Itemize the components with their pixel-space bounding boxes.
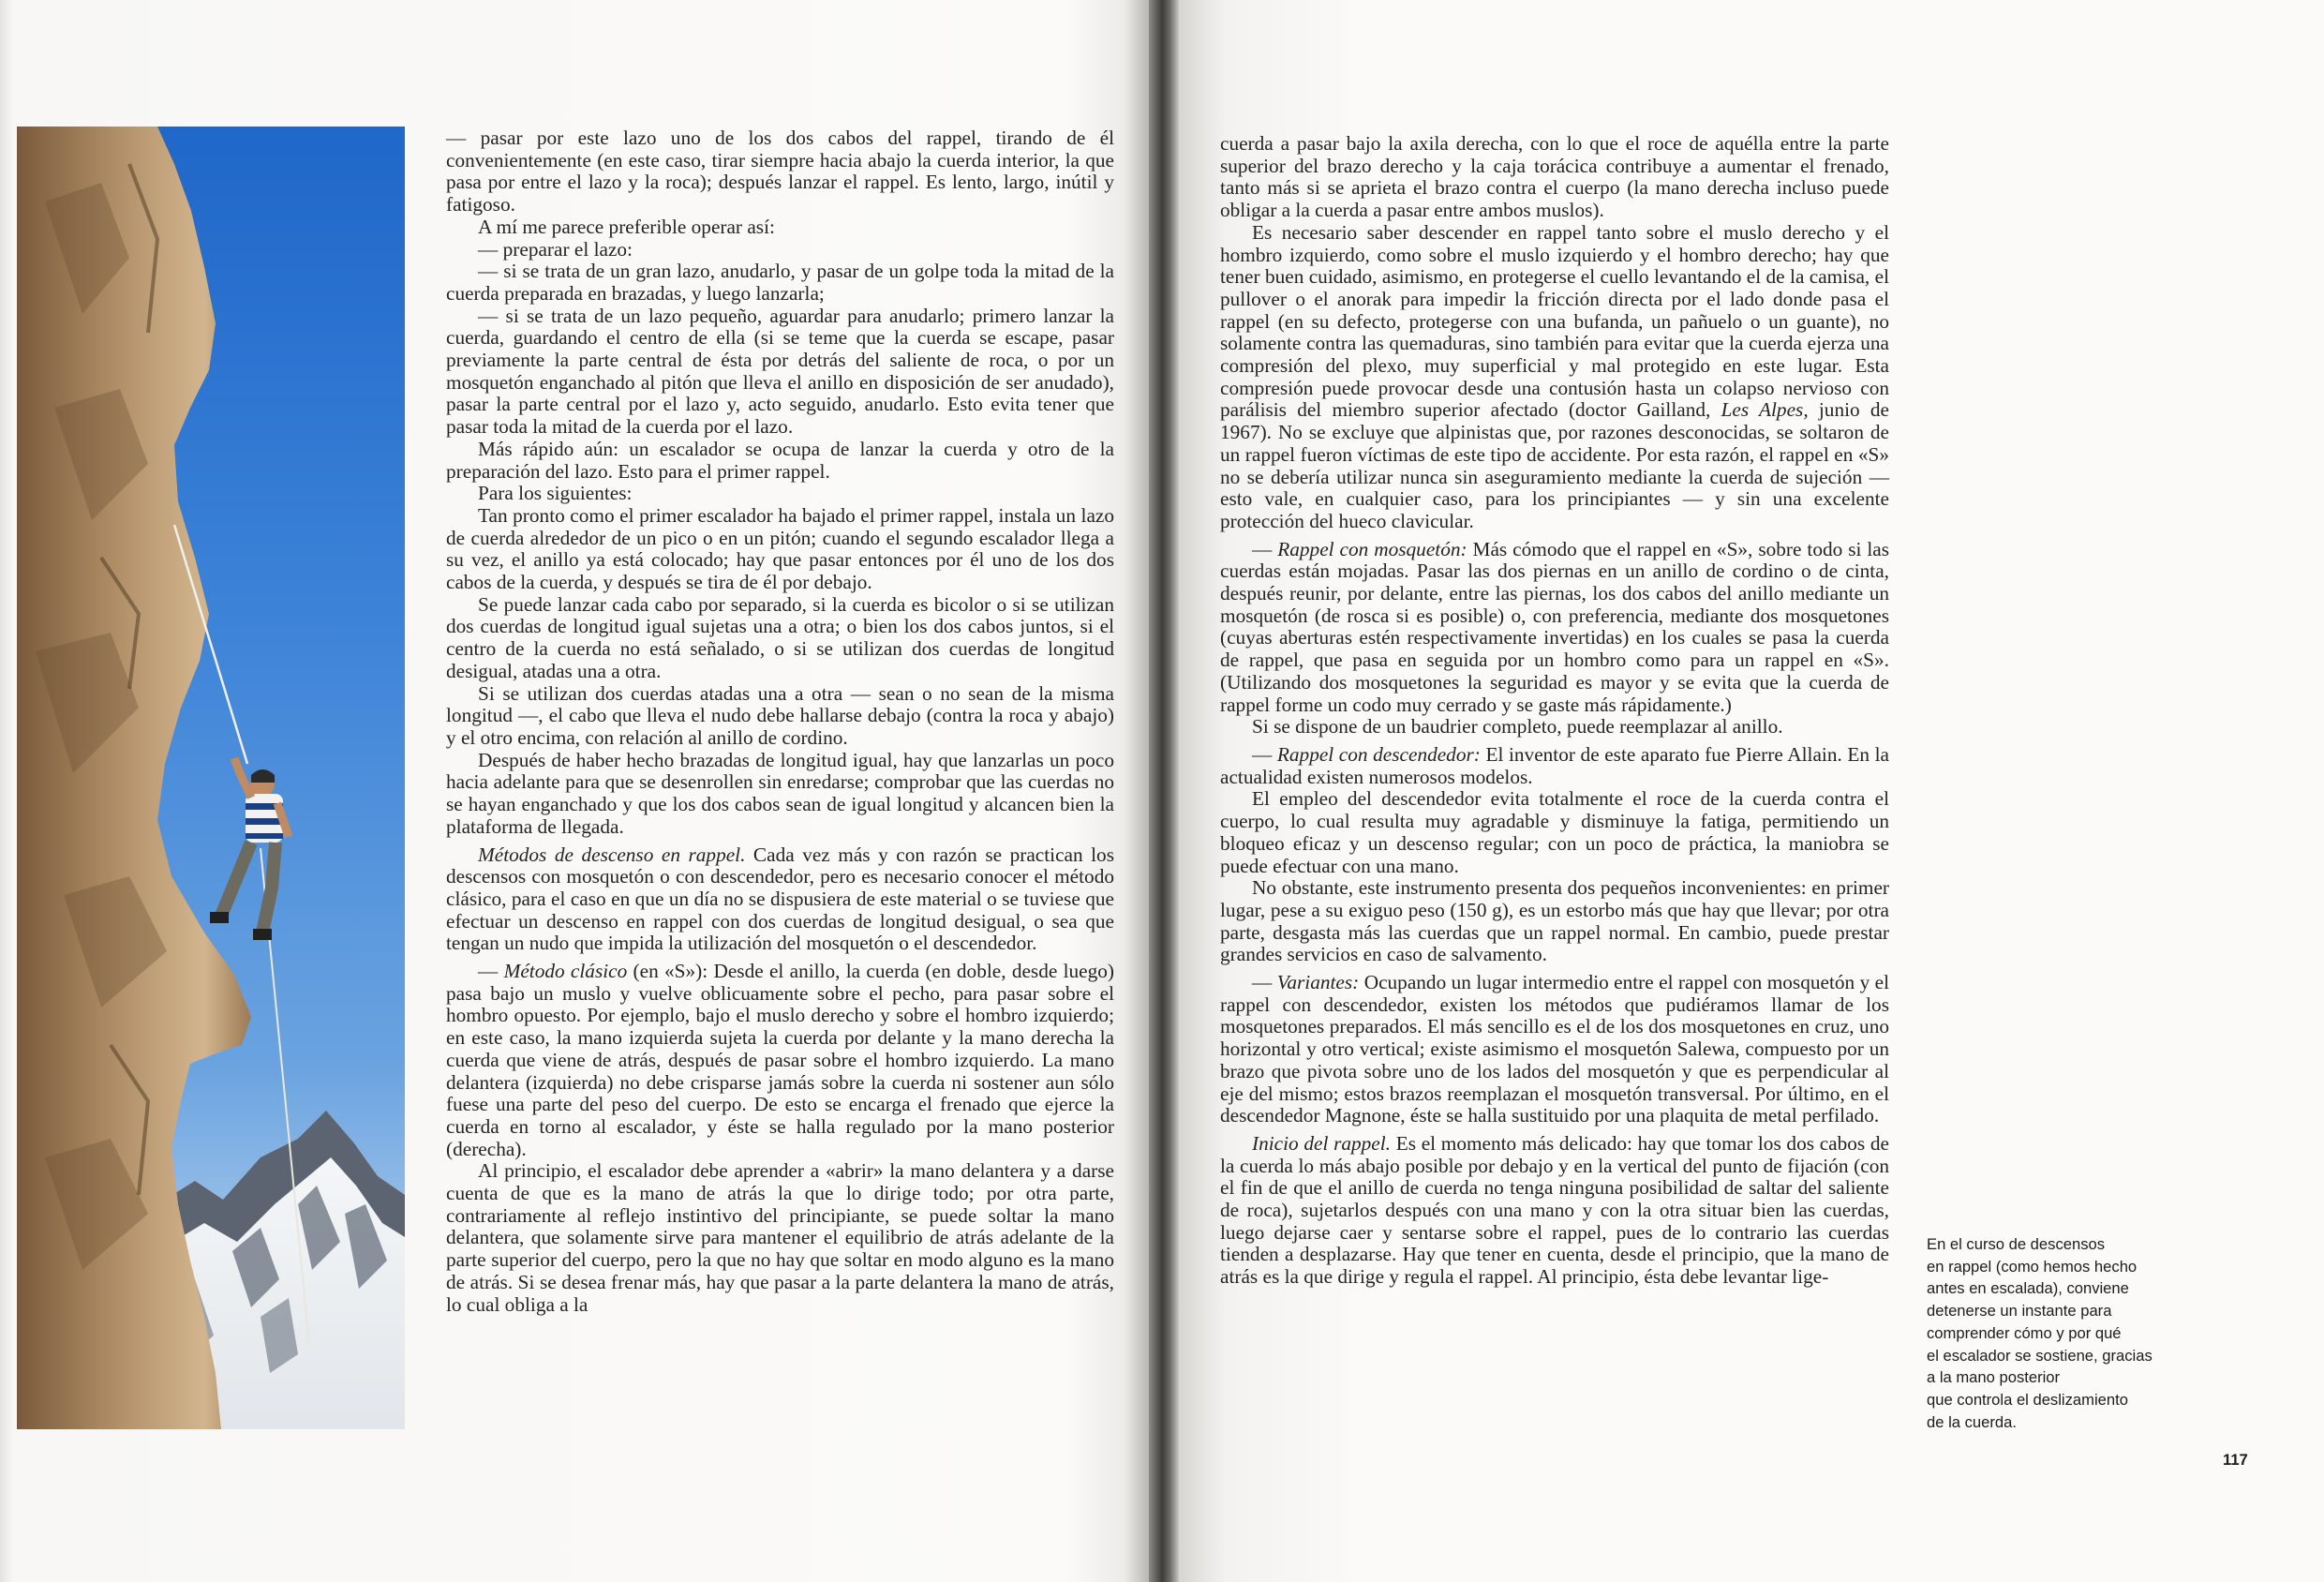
paragraph-text: junio de 1967). No se excluye que alpinistas que, por razones desconocidas, se soltaron de un rappel fueron víctimas de este tipo de accidente. Por esta razón, el rappel en «S» no se debería utilizar nunca sin aseguramiento mediante la cuerda de sujeción — esto vale, en cualquier caso, para los principiantes — y sin una excelente protección del hueco clavicular.	[1220, 398, 1890, 532]
paragraph	[446, 594, 1114, 683]
paragraph-text: cuerda a pasar bajo la axila derecha, con lo que el roce de aquélla entre la parte superior del brazo derecho y la caja torácica contribuye a aumentar el frenado, tanto más si se aprieta el brazo contra el cuerpo (la mano derecha incluso puede obligar a la cuerda a pasar entre ambos muslos).	[1220, 132, 1889, 222]
paragraph	[446, 127, 1114, 216]
citation-title: Les Alpes,	[1721, 398, 1809, 422]
paragraph-dash: —	[478, 960, 504, 983]
paragraph-dash: —	[1252, 537, 1278, 560]
climber-photograph	[17, 127, 405, 1429]
paragraph-text: Ocupando un lugar intermedio entre el rappel con mosquetón y el rappel con descendedor, existen los métodos que pudiéramos llamar de los mosquetones preparados. El más sencillo es el de los dos mosquetones en cruz, uno horizontal y otro vertical; existe asimismo el mosquetón Salewa, compuesto por un brazo que pivota sobre uno de los lados del mosquetón y que es perpendicular al eje del mismo; estos brazos reemplazan el mosquetón transversal. Por último, en el descendedor Magnone, éste se halla sustituido por una plaquita de metal perfilado.	[1220, 971, 1889, 1127]
paragraph-text: Más rápido aún: un escalador se ocupa de lanzar la cuerda y otro de la preparación del lazo. Esto para el primer rappel.	[446, 437, 1114, 483]
paragraph-dash: —	[1252, 742, 1277, 766]
paragraph-text: (en «S»): Desde el anillo, la cuerda (en doble, desde luego) pasa bajo un muslo y vuelve oblicuamente sobre el pecho, para pasar sobre el hombro opuesto. Por ejemplo, bajo el muslo derecho y sobre el hombro izquierdo; en este caso, la mano izquierda sujeta la cuerda por delante y la mano derecha la cuerda que viene de atrás, después de pasar sobre el hombro izquierdo. La mano delantera (izquierda) no debe crisparse jamás sobre la cuerda ni sostener aun sólo fuese una parte del peso del cuerpo. De esto se encarga el frenado que ejerce la cuerda en torno al escalador, y éste se halla regulado por la mano posterior (derecha).	[446, 960, 1114, 1160]
paragraph-text: Se puede lanzar cada cabo por separado, si la cuerda es bicolor o si se utilizan dos cuerdas de longitud igual sujetas una a otra; o bien los dos cabos juntos, si el centro de la cuerda no está señalado, o si se utilizan dos cuerdas de longitud desigual, atadas una a otra.	[446, 592, 1114, 682]
paragraph-text: Más cómodo que el rappel en «S», sobre todo si las cuerdas están mojadas. Pasar las dos piernas en un anillo de cordino o de cinta, después reunir, por delante, entre las piernas, los dos cabos del anillo mediante un mosquetón (de rosca si es posible) o, con preferencia, mediante dos mosquetones (cuyas aberturas estén respectivamente invertidas) en los cuales se pasa la cuerda de rappel, que pasa en seguida por un hombro como para un rappel en «S». (Utilizando dos mosquetones la seguridad es mayor y se evita que la cuerda de rappel forme un codo muy cerrado y se gaste más rápidamente.)	[1220, 537, 1890, 716]
paragraph-text: Después de haber hecho brazadas de longitud igual, hay que lanzarlas un poco hacia adelante para que se desenrollen sin enredarse; comprobar que las cuerdas no se hayan enganchado y que los dos cabos sean de igual longitud y alcancen bien la plataforma de llegada.	[446, 748, 1114, 838]
paragraph	[446, 216, 1114, 239]
section-heading: Rappel con mosquetón:	[1277, 537, 1467, 560]
paragraph	[446, 483, 1114, 505]
paragraph-text: Es el momento más delicado: hay que tomar los dos cabos de la cuerda lo más abajo posible por debajo y en la vertical del punto de fijación (con el fin de que el anillo de cuerda no tenga ninguna posibilidad de saltar del saliente de roca), sujetarlos después con una mano y con la otra situar bien las cuerdas, luego dejarse caer y sentarse sobre el rappel, pues de lo contrario las cuerdas tienden a desplazarse. Hay que tener en cuenta, desde el principio, que la mano de atrás es la que dirige y regula el rappel. Al principio, ésta debe levantar lige-	[1220, 1131, 1889, 1289]
paragraph	[446, 261, 1114, 305]
paragraph-text: — si se trata de un lazo pequeño, aguardar para anudarlo; primero lanzar la cuerda, guardando el centro de ella (si se teme que la cuerda se escape, pasar previamente la parte central de ésta por detrás del saliente de roca, o por un mosquetón enganchado al pitón que lleva el anillo en disposición de ser anudado), pasar la parte central por el lazo y, acto seguido, anudarlo. Esto evita tener que pasar toda la mitad de la cuerda por el lazo.	[446, 304, 1114, 439]
paragraph-text: — pasar por este lazo uno de los dos cabos del rappel, tirando de él convenientemente (en este caso, tirar siempre hacia abajo la cuerda interior, la que pasa por entre el lazo y la roca); después lanzar el rappel. Es lento, largo, inútil y fatigoso.	[446, 127, 1114, 216]
section-heading: Método clásico	[503, 960, 628, 983]
paragraph	[1220, 744, 1889, 788]
paragraph-text: Si se dispone de un baudrier completo, puede reemplazar al anillo.	[1252, 715, 1783, 739]
photo-caption: En el curso de descensos en rappel (como hemos hecho antes en escalada), conviene detenerse un instante para comprender cómo y por qué el escalador se sostiene, gracias a la mano posterior que controla el deslizamiento de la cuerda.	[1927, 1235, 2153, 1431]
paragraph	[1220, 1133, 1889, 1289]
paragraph	[446, 683, 1114, 750]
paragraph	[1220, 539, 1889, 717]
paragraph-text: Tan pronto como el primer escalador ha bajado el primer rappel, instala un lazo de cuerda alrededor de un pico o en un pitón; cuando el segundo escalador llega a su vez, el anillo ya está colocado; hay que pasar entonces por él uno de los dos cabos de la cuerda, y después se tira de él por debajo.	[446, 503, 1114, 594]
paragraph-text: — si se trata de un gran lazo, anudarlo, y pasar de un golpe toda la mitad de la cuerda preparada en brazadas, y luego lanzarla;	[446, 260, 1114, 305]
paragraph	[446, 844, 1114, 956]
left-text-column	[446, 127, 1114, 1316]
paragraph-text: — preparar el lazo:	[478, 237, 633, 261]
paragraph-text: Al principio, el escalador debe aprender a «abrir» la mano delantera y a darse cuenta de que es la mano de atrás la que lo dirige todo; por otra parte, contrariamente al reflejo instintivo del principiante, se puede soltar la mano delantera, que solamente sirve para mantener el equilibrio de atrás adelante de la parte superior del cuerpo, pero la que no hay que soltar en modo alguno es la mano de atrás. Si se desea frenar más, hay que pasar a la parte delantera la mano de atrás, lo cual obliga a la	[446, 1159, 1114, 1316]
paragraph-text: Si se utilizan dos cuerdas atadas una a otra — sean o no sean de la misma longitud —, el cabo que lleva el nudo debe hallarse debajo (contra la roca y abajo) y el otro encima, con relación al anillo de cordino.	[446, 681, 1114, 749]
paragraph	[446, 750, 1114, 839]
paragraph	[1220, 788, 1889, 877]
section-heading: Métodos de descenso en rappel.	[478, 843, 746, 866]
paragraph-text: El empleo del descendedor evita totalmente el roce de la cuerda contra el cuerpo, lo cual resulta muy agradable y disminuye la fatiga, permitiendo un bloqueo eficaz y un descenso regular; con un poco de práctica, la maniobra se puede efectuar con una mano.	[1220, 787, 1889, 877]
paragraph	[446, 439, 1114, 483]
paragraph-text: A mí me parece preferible operar así:	[478, 215, 775, 238]
paragraph-dash: —	[1252, 971, 1277, 994]
paragraph-text: El inventor de este aparato fue Pierre Allain. En la actualidad existen numerosos modelos.	[1220, 742, 1889, 788]
paragraph-text: Para los siguientes:	[478, 482, 633, 505]
section-heading: Variantes:	[1276, 971, 1360, 994]
book-gutter	[1149, 0, 1179, 1582]
right-text-column	[1220, 133, 1889, 1289]
paragraph	[1220, 877, 1889, 966]
paragraph-text: Cada vez más y con razón se practican los descensos con mosquetón o con descendedor, pero es necesario conocer el método clásico, para el caso en que un día no se dispusiera de este material o se tuviese que efectuar un descenso en rappel con dos cuerdas de longitud desigual, o sea que tengan un nudo que impida la utilización del mosquetón o el descendedor.	[446, 843, 1114, 955]
paragraph	[446, 1160, 1114, 1316]
section-heading: Rappel con descendedor:	[1276, 742, 1481, 766]
paragraph	[1220, 133, 1889, 222]
climber-figure	[210, 758, 289, 940]
paragraph	[446, 239, 1114, 261]
paragraph	[1220, 222, 1889, 533]
paragraph-text: No obstante, este instrumento presenta dos pequeños inconvenientes: en primer lugar, pese a su exiguo peso (150 g), es un estorbo más que hay que llevar; por otra parte, desgasta más las cuerdas que un rappel normal. En cambio, puede prestar grandes servicios en caso de salvamento.	[1220, 876, 1889, 966]
climber-photo-illustration	[17, 127, 405, 1429]
left-page	[0, 0, 1149, 1582]
paragraph	[446, 306, 1114, 439]
page-number: 117	[2223, 1451, 2248, 1469]
paragraph	[1220, 716, 1889, 739]
paragraph	[1220, 972, 1889, 1127]
paragraph-text: Es necesario saber descender en rappel tanto sobre el muslo derecho y el hombro izquierdo, como sobre el muslo izquierdo y el hombro derecho; hay que tener buen cuidado, asimismo, en protegerse el cuello levantando el de la camisa, el pullover o el anorak para impedir la fricción directa por el lado donde pasa el rappel (en su defecto, protegerse con una bufanda, un pañuelo o un guante), no solamente contra las quemaduras, sino también para evitar que la cuerda ejerza una compresión del plexo, muy superficial y mal protegido en este lugar. Esta compresión puede provocar desde una contusión hasta un colapso nervioso con parálisis del miembro superior afectado (doctor Gailland,	[1220, 220, 1889, 422]
paragraph	[446, 961, 1114, 1160]
section-heading: Inicio del rappel.	[1252, 1131, 1392, 1155]
paragraph	[446, 505, 1114, 594]
